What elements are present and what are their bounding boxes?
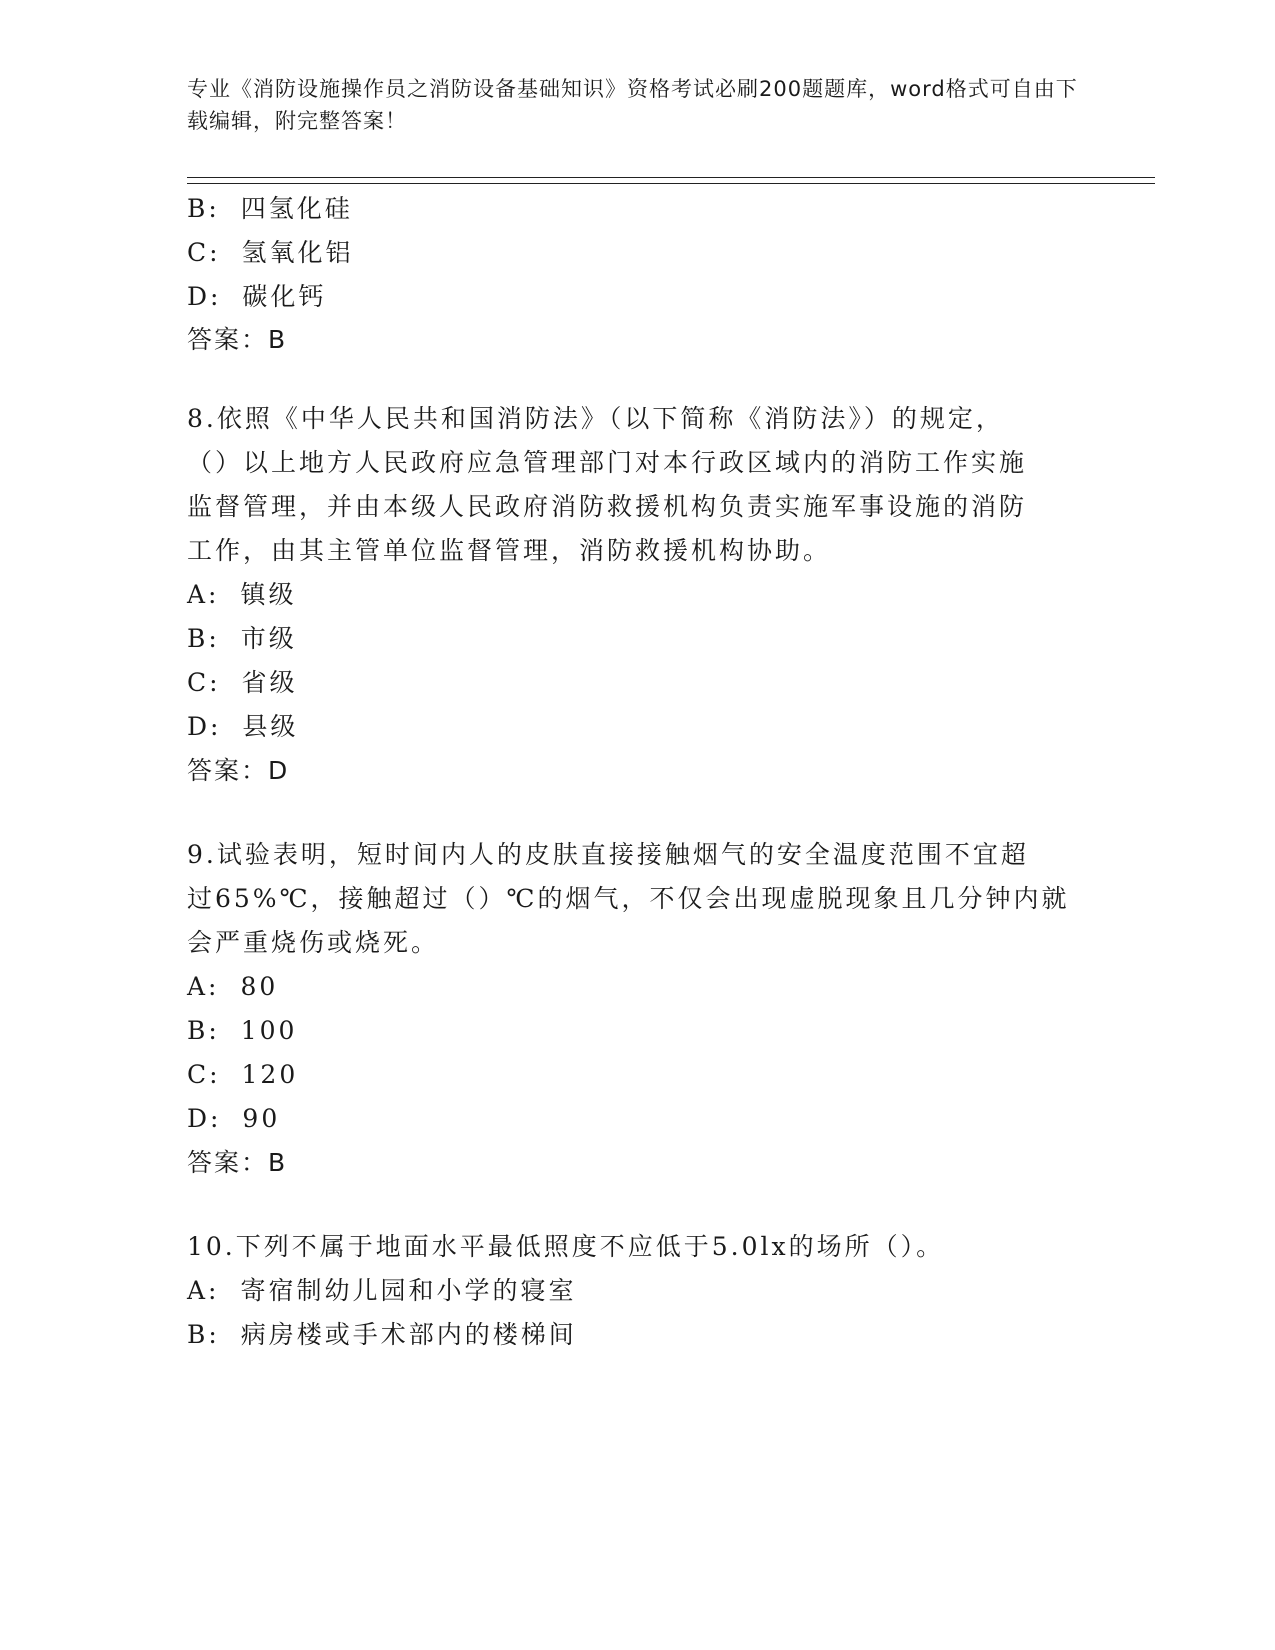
answer-line: 答案：B bbox=[187, 325, 288, 354]
option-label: D: bbox=[187, 282, 222, 311]
question-text-line: 9.试验表明，短时间内人的皮肤直接接触烟气的安全温度范围不宜超 bbox=[187, 840, 1029, 869]
option-label: B: bbox=[187, 624, 220, 653]
question-text-line: 8.依照《中华人民共和国消防法》（以下简称《消防法》）的规定， bbox=[187, 404, 1004, 433]
option-text: 120 bbox=[241, 1060, 299, 1089]
option-label: A: bbox=[187, 972, 220, 1001]
option-label: C: bbox=[187, 1060, 221, 1089]
option-label: D: bbox=[187, 1104, 222, 1133]
option-b bbox=[187, 616, 297, 662]
option-label: A: bbox=[187, 580, 220, 609]
option-b bbox=[187, 1312, 577, 1358]
option-b bbox=[187, 1008, 297, 1054]
option-text: 县级 bbox=[242, 712, 299, 741]
option-text: 氢氧化铝 bbox=[241, 238, 354, 267]
option-text: 90 bbox=[242, 1104, 281, 1133]
question-text-line: 会严重烧伤或烧死。 bbox=[187, 928, 440, 957]
document-header bbox=[187, 73, 1087, 137]
option-label: B: bbox=[187, 1320, 220, 1349]
option-label: D: bbox=[187, 712, 222, 741]
option-text: 100 bbox=[240, 1016, 298, 1045]
option-label: C: bbox=[187, 668, 221, 697]
answer-line: 答案：D bbox=[187, 756, 290, 785]
option-text: 四氢化硅 bbox=[240, 194, 353, 223]
option-label: A: bbox=[187, 1276, 220, 1305]
option-text: 病房楼或手术部内的楼梯间 bbox=[240, 1320, 577, 1349]
option-a bbox=[187, 1268, 576, 1314]
option-text: 市级 bbox=[240, 624, 297, 653]
option-d bbox=[187, 704, 298, 750]
option-c bbox=[187, 1052, 298, 1098]
option-c bbox=[187, 230, 354, 276]
header-divider-top bbox=[187, 177, 1155, 178]
question-text-line: 监督管理，并由本级人民政府消防救援机构负责实施军事设施的消防 bbox=[187, 492, 1028, 521]
option-a bbox=[187, 964, 278, 1010]
option-b bbox=[187, 186, 353, 232]
option-d bbox=[187, 1096, 280, 1142]
option-text: 碳化钙 bbox=[242, 282, 327, 311]
option-label: C: bbox=[187, 238, 221, 267]
question-text-line: 过65%℃，接触超过（）℃的烟气，不仅会出现虚脱现象且几分钟内就 bbox=[187, 884, 1070, 913]
option-label: B: bbox=[187, 1016, 220, 1045]
option-d bbox=[187, 274, 326, 320]
answer-line: 答案：B bbox=[187, 1148, 288, 1177]
option-text: 省级 bbox=[241, 668, 298, 697]
option-text: 80 bbox=[240, 972, 279, 1001]
option-c bbox=[187, 660, 298, 706]
question-text-line: 工作，由其主管单位监督管理，消防救援机构协助。 bbox=[187, 536, 832, 565]
option-text: 寄宿制幼儿园和小学的寝室 bbox=[240, 1276, 577, 1305]
question-text-line: （）以上地方人民政府应急管理部门对本行政区域内的消防工作实施 bbox=[187, 448, 1028, 477]
option-label: B: bbox=[187, 194, 220, 223]
header-text: 专业《消防设施操作员之消防设备基础知识》资格考试必刷200题题库，word格式可自由下载编辑，附完整答案！ bbox=[187, 77, 1078, 133]
question-text-line: 10.下列不属于地面水平最低照度不应低于5.0lx的场所（）。 bbox=[187, 1232, 945, 1261]
option-text: 镇级 bbox=[240, 580, 297, 609]
option-a bbox=[187, 572, 296, 618]
header-divider-bottom bbox=[187, 183, 1155, 184]
